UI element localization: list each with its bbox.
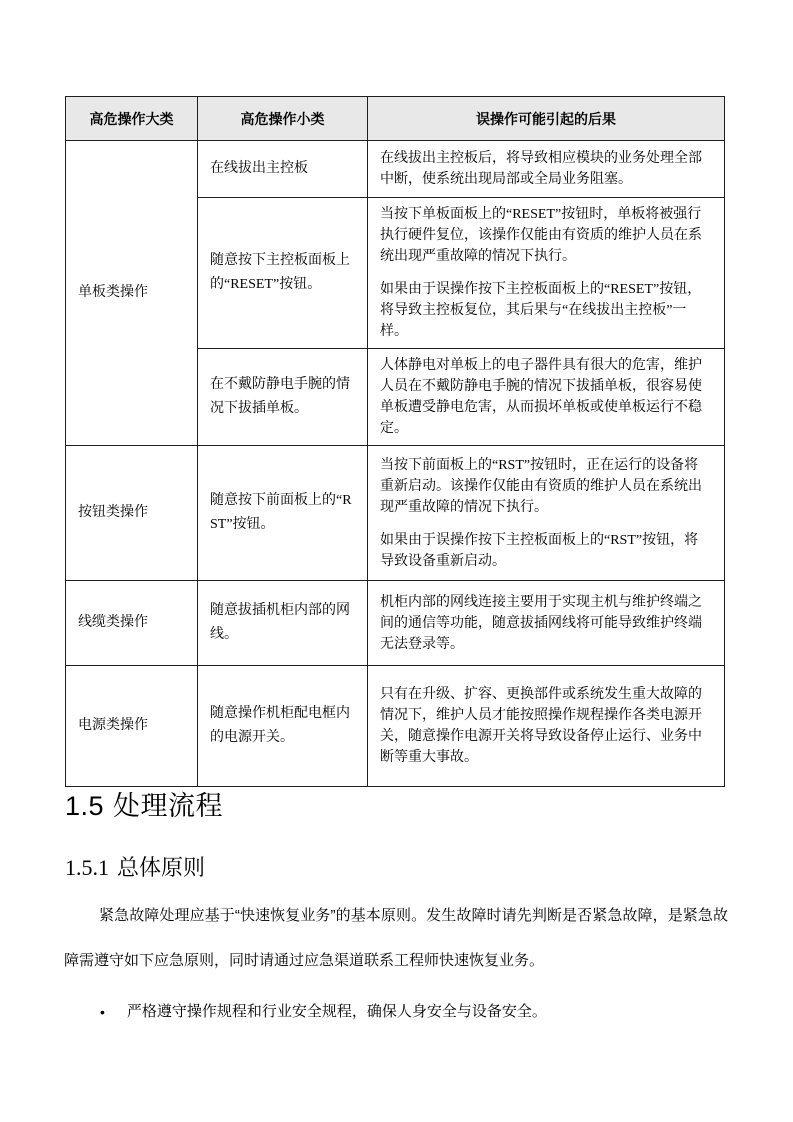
- bullet-text: 严格遵守操作规程和行业安全规程，确保人身安全与设备安全。: [126, 1003, 547, 1020]
- table-cell-category-button: 按钮类操作: [66, 446, 198, 581]
- subsection-title: 总体原则: [117, 855, 206, 880]
- table-header-row: [66, 97, 725, 141]
- table-row: [66, 581, 725, 666]
- table-cell-subcategory: 随意操作机柜配电框内的电源开关。: [198, 666, 368, 787]
- consequence-paragraph: 人体静电对单板上的电子器件具有很大的危害，维护人员在不戴防静电手腕的情况下拔插单板，很容易使单板遭受静电危害，从而损坏单板或使单板运行不稳定。: [380, 358, 702, 436]
- section-title: 处理流程: [113, 791, 224, 821]
- table-header-category: 高危操作大类: [66, 97, 198, 141]
- bullet-item: [100, 1001, 720, 1023]
- table-cell-consequence: [368, 349, 725, 446]
- consequence-paragraph: 只有在升级、扩容、更换部件或系统发生重大故障的情况下，维护人员才能按照操作规程操作各类电源开关，随意操作电源开关将导致设备停止运行、业务中断等重大事故。: [380, 687, 702, 765]
- bullet-icon: •: [100, 1004, 105, 1020]
- table-cell-subcategory: 在不戴防静电手腕的情况下拔插单板。: [198, 349, 368, 446]
- high-risk-operations-table: [65, 96, 725, 787]
- table-cell-consequence: [368, 666, 725, 787]
- table-header-consequence: 误操作可能引起的后果: [368, 97, 725, 141]
- table-cell-category-cable: 线缆类操作: [66, 581, 198, 666]
- consequence-paragraph: 机柜内部的网线连接主要用于实现主机与维护终端之间的通信等功能，随意拔插网线将可能导致维护终端无法登录等。: [380, 594, 702, 652]
- table-cell-consequence: [368, 141, 725, 198]
- table-cell-category-board: 单板类操作: [66, 141, 198, 446]
- consequence-paragraph: 如果由于误操作按下主控板面板上的“RST”按钮，将导致设备重新启动。: [380, 532, 699, 569]
- table-cell-subcategory: 随意按下主控板面板上的“RESET”按钮。: [198, 198, 368, 349]
- table-cell-consequence: [368, 446, 725, 581]
- consequence-paragraph: 当按下前面板上的“RST”按钮时，正在运行的设备将重新启动。该操作仅能由有资质的维护人员在系统出现严重故障的情况下执行。: [380, 457, 702, 515]
- table-cell-consequence: [368, 198, 725, 349]
- table-row: [66, 666, 725, 787]
- consequence-paragraph: 如果由于误操作按下主控板面板上的“RESET”按钮，将导致主控板复位，其后果与“在线拔出主控板”一样。: [380, 282, 702, 339]
- table-cell-category-power: 电源类操作: [66, 666, 198, 787]
- table-cell-subcategory: 随意拔插机柜内部的网线。: [198, 581, 368, 666]
- table-cell-subcategory: 在线拔出主控板: [198, 141, 368, 198]
- consequence-paragraph: 当按下单板面板上的“RESET”按钮时，单板将被强行执行硬件复位，该操作仅能由有资质的维护人员在系统出现严重故障的情况下执行。: [380, 207, 702, 264]
- subsection-number: 1.5.1: [65, 855, 109, 880]
- table-row: [66, 141, 725, 198]
- section-heading-1-5: [65, 784, 223, 823]
- intro-paragraph: 紧急故障处理应基于“快速恢复业务”的基本原则。发生故障时请先判断是否紧急故障，是紧急故障需遵守如下应急原则，同时请通过应急渠道联系工程师快速恢复业务。: [64, 907, 728, 969]
- section-number: 1.5: [65, 791, 105, 821]
- table-cell-consequence: [368, 581, 725, 666]
- table-cell-subcategory: 随意按下前面板上的“RST”按钮。: [198, 446, 368, 581]
- consequence-paragraph: 在线拔出主控板后，将导致相应模块的业务处理全部中断，使系统出现局部或全局业务阻塞。: [380, 151, 702, 187]
- section-heading-1-5-1: [65, 851, 205, 882]
- table-header-subcategory: 高危操作小类: [198, 97, 368, 141]
- table-row: [66, 446, 725, 581]
